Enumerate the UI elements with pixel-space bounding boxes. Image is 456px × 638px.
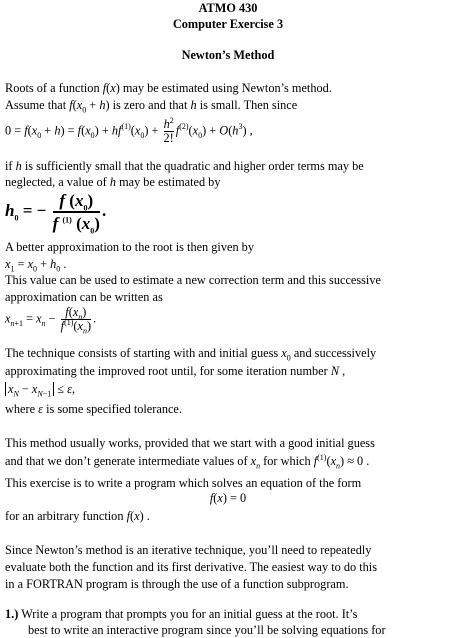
iteration-equation: $x_{n+1} = x_n$ − $\frac{f(x_n)}{f^{(1)}(x_n)}$ . (5, 305, 97, 336)
list-item-continuation: best to write an interactive program since you’ll be solving equations for (28, 623, 386, 637)
newton-step-equation: $h_0$ = − $\frac{f (x_0)}{f ^{(1)} (x_0)}$ . (5, 191, 107, 236)
paragraph-line: if h is sufficiently small that the quadratic and higher order terms may be (5, 159, 364, 173)
paragraph-line: Since Newton’s method is an iterative technique, you’ll need to repeatedly (5, 543, 372, 557)
paragraph-line: approximation can be written as (5, 290, 163, 304)
paragraph-line: where ε is some specified tolerance. (5, 402, 182, 416)
paragraph-line: A better approximation to the root is then given by (5, 240, 254, 254)
taylor-equation: $0 = f(x_0 + h) = f(x_0) + hf^{(1)}(x_0)$ + $\frac{h^2}{2!}$ $f^{(2)}(x_0) + O(h^3)$ , (5, 115, 253, 145)
math-inline: f (69, 98, 73, 112)
paragraph-line: neglected, a value of h may be estimated by (5, 175, 221, 189)
paragraph-line: evaluate both the function and its first derivative. The easiest way to do this (5, 560, 377, 574)
course-title: ATMO 430 (198, 1, 258, 15)
paragraph-line: The technique consists of starting with and initial guess $x_0$ and successively (5, 346, 377, 363)
target-equation: f(x) = 0 (209, 491, 247, 505)
paragraph-line: Roots of a function f(x) may be estimated using Newton’s method. (5, 81, 332, 95)
root-update-equation: $x_1 = x_0 + h_0$ . (5, 257, 67, 274)
math-inline: f (102, 81, 107, 95)
list-item: 1.) Write a program that prompts you for an initial guess at the root. It’s (5, 607, 358, 621)
paragraph-line: Assume that $f(x_0 + h)$ is zero and that h is small. Then since (5, 98, 298, 115)
paragraph-line: for an arbitrary function f(x) . (5, 509, 150, 523)
paragraph-line: This exercise is to write a program which solves an equation of the form (5, 476, 362, 490)
paragraph-line: and that we don’t generate intermediate values of $x_n$ for which $f^{(1)}(x_n) \approx 0$ . (5, 452, 370, 471)
list-item-number: 1.) (5, 607, 19, 621)
document-title: Newton’s Method (181, 48, 275, 62)
paragraph-line: This method usually works, provided that we start with a good initial guess (5, 436, 375, 450)
paragraph-line: in a FORTRAN program is through the use of a function subprogram. (5, 577, 349, 591)
paragraph-line: approximating the improved root until, for some iteration number N , (5, 364, 346, 378)
math-inline: h (190, 98, 197, 112)
convergence-equation: $x_N - x_{N-1} \le \varepsilon$, (5, 381, 75, 397)
exercise-title: Computer Exercise 3 (172, 17, 284, 31)
paragraph-line: This value can be used to estimate a new correction term and this successive (5, 273, 381, 287)
